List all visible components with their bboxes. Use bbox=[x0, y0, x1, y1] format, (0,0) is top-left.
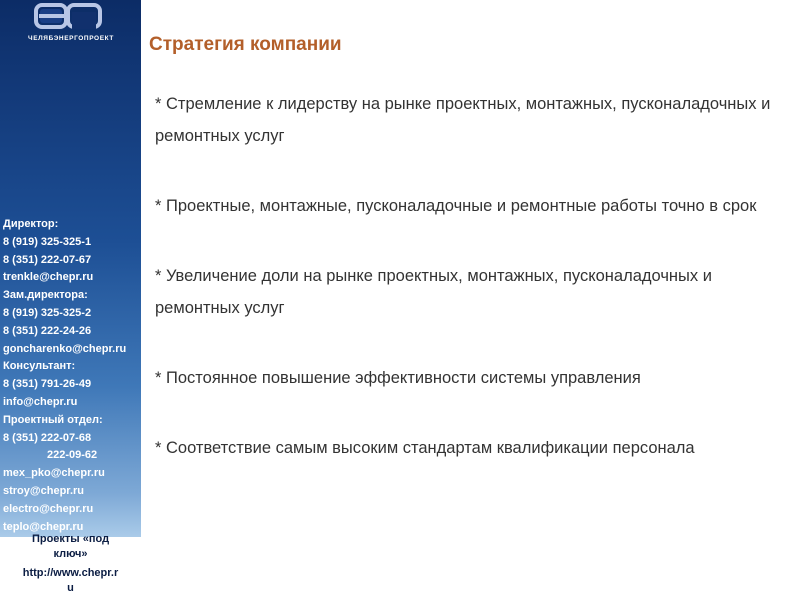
logo-wordmark: ЧЕЛЯБЭНЕРГОПРОЕКТ bbox=[28, 35, 114, 42]
contact-email[interactable]: stroy@chepr.ru bbox=[3, 484, 85, 497]
contact-phone: 8 (351) 222-24-26 bbox=[3, 324, 92, 337]
website-link[interactable]: u bbox=[67, 582, 74, 594]
contact-phone: 8 (351) 222-07-68 bbox=[3, 431, 92, 444]
website-link[interactable]: http://www.chepr.r bbox=[22, 567, 119, 579]
sidebar bbox=[0, 0, 141, 537]
contact-heading: Директор: bbox=[3, 218, 59, 230]
strategy-item bbox=[155, 190, 795, 222]
contact-email[interactable]: electro@chepr.ru bbox=[3, 502, 94, 515]
contact-email[interactable]: trenkle@chepr.ru bbox=[3, 271, 94, 284]
strategy-item-text: * Стремление к лидерству на рынке проектных, монтажных, пусконаладочных и ремонтных услуг bbox=[155, 95, 771, 145]
slogan-line: Проекты «под bbox=[31, 533, 110, 545]
strategy-item bbox=[155, 260, 795, 324]
company-logo bbox=[4, 3, 138, 43]
contact-phone: 8 (919) 325-325-1 bbox=[3, 235, 92, 248]
contact-phone: 8 (351) 222-07-67 bbox=[3, 253, 92, 266]
contacts-block bbox=[3, 216, 141, 536]
sidebar-footer bbox=[0, 532, 141, 596]
contact-phone: 8 (919) 325-325-2 bbox=[3, 306, 92, 319]
contact-phone: 222-09-62 bbox=[47, 449, 98, 462]
strategy-list bbox=[155, 88, 795, 502]
strategy-item-text: * Проектные, монтажные, пусконаладочные и ремонтные работы точно в срок bbox=[155, 197, 757, 215]
strategy-item-text: * Увеличение доли на рынке проектных, монтажных, пусконаладочных и ремонтных услуг bbox=[155, 267, 712, 317]
page-title: Стратегия компании bbox=[149, 34, 342, 55]
strategy-item bbox=[155, 432, 795, 464]
contact-heading: Проектный отдел: bbox=[3, 413, 103, 426]
contact-phone: 8 (351) 791-26-49 bbox=[3, 378, 92, 391]
contact-email[interactable]: info@chepr.ru bbox=[3, 395, 78, 408]
contact-heading: Консультант: bbox=[3, 360, 76, 373]
contact-email[interactable]: mex_pko@chepr.ru bbox=[3, 467, 105, 480]
strategy-item bbox=[155, 88, 795, 152]
contact-email[interactable]: goncharenko@chepr.ru bbox=[3, 342, 127, 355]
strategy-item bbox=[155, 362, 795, 394]
strategy-item-text: * Соответствие самым высоким стандартам квалификации персонала bbox=[155, 439, 695, 457]
slogan-line: ключ» bbox=[53, 548, 88, 560]
strategy-item-text: * Постоянное повышение эффективности системы управления bbox=[155, 369, 641, 387]
contact-email[interactable]: teplo@chepr.ru bbox=[3, 520, 84, 533]
contact-heading: Зам.директора: bbox=[3, 289, 88, 302]
